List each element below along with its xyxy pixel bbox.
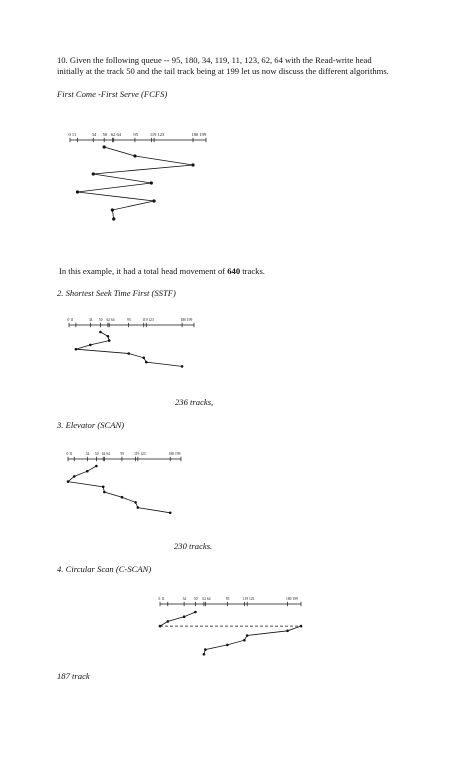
track-label: 34 (91, 132, 97, 137)
head-point (107, 335, 110, 338)
head-point (95, 465, 98, 468)
head-point (92, 172, 95, 175)
head-point (133, 154, 136, 157)
track-label: 34 (88, 318, 93, 322)
track-label: 62 64 (110, 132, 121, 137)
track-label: 119 123 (142, 318, 154, 322)
head-point (89, 344, 92, 347)
track-label: 50 (193, 597, 198, 601)
head-point (127, 352, 130, 355)
head-point (183, 615, 186, 618)
scan-diagram (63, 451, 193, 516)
head-point (300, 625, 303, 628)
head-point (181, 365, 184, 368)
track-label: 50 (102, 132, 108, 137)
sstf-diagram (64, 317, 204, 367)
head-point (111, 208, 114, 211)
head-point (137, 506, 140, 509)
head-point (142, 357, 145, 360)
intro-line-2: initially at the track 50 and the tail track being at 199 let us now discuss the different algorithms. (57, 66, 389, 76)
head-point (103, 491, 106, 494)
head-point (159, 625, 162, 628)
cscan-result: 187 track (57, 671, 90, 681)
head-point (108, 339, 111, 342)
head-path (68, 466, 170, 513)
head-point (194, 611, 197, 614)
track-label: 95 (133, 132, 138, 137)
track-label: 62 64 (101, 452, 110, 456)
intro-line-1: 10. Given the following queue -- 95, 180, 34, 119, 11, 123, 62, 64 with the Read-write head (57, 55, 372, 65)
fcfs-summary: In this example, it had a total head movement of 640 tracks. (59, 266, 265, 276)
scan-result: 230 tracks. (174, 541, 213, 551)
head-point (73, 475, 76, 478)
head-point (243, 639, 246, 642)
track-label: 180 199 (191, 132, 207, 137)
head-point (246, 634, 249, 637)
head-point (103, 145, 106, 148)
head-point (134, 501, 137, 504)
track-label: 95 (225, 597, 230, 601)
track-label: 180 199 (286, 597, 298, 601)
track-label: 119 123 (242, 597, 255, 601)
head-path (76, 332, 182, 366)
head-point (150, 181, 153, 184)
head-point (67, 480, 70, 483)
fcfs-heading: First Come -First Serve (FCFS) (57, 89, 168, 99)
sstf-heading: 2. Shortest Seek Time First (SSTF) (57, 288, 176, 298)
track-label: 119 123 (149, 132, 165, 137)
track-label: 0 11 (67, 318, 74, 322)
head-point (204, 648, 207, 651)
head-point (102, 486, 105, 489)
track-label: 95 (127, 318, 131, 322)
fcfs-total: 640 (227, 266, 241, 276)
sstf-result: 236 tracks, (175, 397, 214, 407)
track-label: 34 (85, 452, 90, 456)
scan-heading: 3. Elevator (SCAN) (57, 420, 125, 430)
cscan-heading: 4. Circular Scan (C-SCAN) (57, 564, 152, 574)
track-label: 180 199 (180, 318, 193, 322)
head-point (76, 190, 79, 193)
head-point (191, 163, 194, 166)
track-label: 180 199 (168, 452, 181, 456)
head-point (86, 470, 89, 473)
head-path (78, 147, 193, 219)
track-label: 50 (98, 318, 103, 322)
track-label: 50 (94, 452, 99, 456)
track-label: 0 11 (66, 452, 73, 456)
head-path (160, 612, 195, 626)
head-point (75, 348, 78, 351)
track-label: 95 (120, 452, 125, 456)
track-label: 0 11 (158, 597, 165, 601)
track-label: 62 64 (202, 597, 211, 601)
head-point (166, 620, 169, 623)
head-point (203, 653, 206, 656)
head-point (169, 512, 172, 515)
track-label: 34 (182, 597, 187, 601)
track-label: 62 64 (106, 318, 115, 322)
head-point (121, 496, 124, 499)
fcfs-diagram (60, 122, 220, 222)
head-point (152, 199, 155, 202)
head-point (286, 630, 289, 633)
cscan-diagram (155, 596, 315, 658)
track-label: 119 123 (134, 452, 146, 456)
head-point (99, 331, 102, 334)
head-point (145, 361, 148, 364)
track-label: 0 11 (68, 132, 77, 137)
head-point (226, 644, 229, 647)
head-point (112, 217, 115, 220)
